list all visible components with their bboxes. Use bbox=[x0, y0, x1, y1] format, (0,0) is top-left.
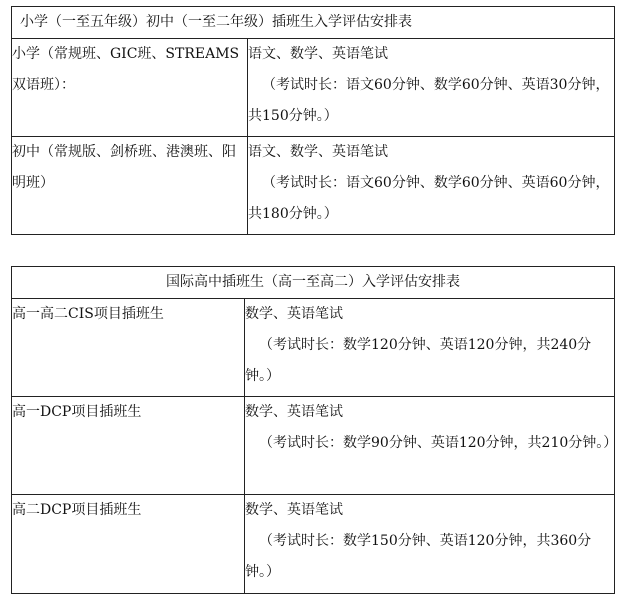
student-group-label: 高一DCP项目插班生 bbox=[12, 404, 142, 420]
exam-duration: （考试时长：语文60分钟、数学60分钟、英语30分钟，共150分钟。） bbox=[248, 77, 610, 124]
exam-subjects: 数学、英语笔试 bbox=[245, 306, 343, 322]
table-title-row bbox=[12, 267, 615, 299]
exam-info-cell bbox=[248, 137, 615, 235]
table-title-row bbox=[12, 7, 615, 39]
student-group-label: 初中（常规版、剑桥班、港澳班、阳明班） bbox=[12, 144, 236, 191]
table-title: 小学（一至五年级）初中（一至二年级）插班生入学评估安排表 bbox=[12, 7, 615, 39]
exam-duration: （考试时长：语文60分钟、数学60分钟、英语60分钟，共180分钟。） bbox=[248, 175, 610, 222]
exam-subjects: 语文、数学、英语笔试 bbox=[248, 144, 388, 160]
student-group-cell bbox=[12, 397, 245, 495]
exam-info-cell bbox=[248, 39, 615, 137]
exam-info-cell bbox=[245, 397, 618, 495]
exam-duration: （考试时长：数学120分钟、英语120分钟，共240分钟。） bbox=[245, 337, 592, 384]
student-group-label: 高二DCP项目插班生 bbox=[12, 502, 142, 518]
student-group-label: 高一高二CIS项目插班生 bbox=[12, 306, 164, 322]
table-row bbox=[12, 137, 615, 235]
primary-junior-assessment-table bbox=[11, 6, 615, 235]
table-row bbox=[12, 299, 615, 397]
exam-duration: （考试时长：数学90分钟、英语120分钟，共210分钟。） bbox=[259, 435, 618, 451]
student-group-label: 小学（常规班、GIC班、STREAMS双语班）： bbox=[12, 46, 240, 93]
student-group-cell bbox=[12, 299, 245, 397]
exam-subjects: 数学、英语笔试 bbox=[245, 404, 343, 420]
student-group-cell bbox=[12, 495, 245, 594]
student-group-cell bbox=[12, 137, 248, 235]
international-high-school-assessment-table bbox=[11, 266, 618, 594]
exam-duration: （考试时长：数学150分钟、英语120分钟，共360分钟。） bbox=[245, 533, 592, 580]
table-row bbox=[12, 397, 615, 495]
table-row bbox=[12, 39, 615, 137]
exam-subjects: 数学、英语笔试 bbox=[245, 502, 343, 518]
table-title: 国际高中插班生（高一至高二）入学评估安排表 bbox=[12, 267, 615, 299]
exam-info-cell bbox=[245, 299, 615, 397]
table-row bbox=[12, 495, 615, 594]
exam-info-cell bbox=[245, 495, 615, 594]
student-group-cell bbox=[12, 39, 248, 137]
exam-subjects: 语文、数学、英语笔试 bbox=[248, 46, 388, 62]
